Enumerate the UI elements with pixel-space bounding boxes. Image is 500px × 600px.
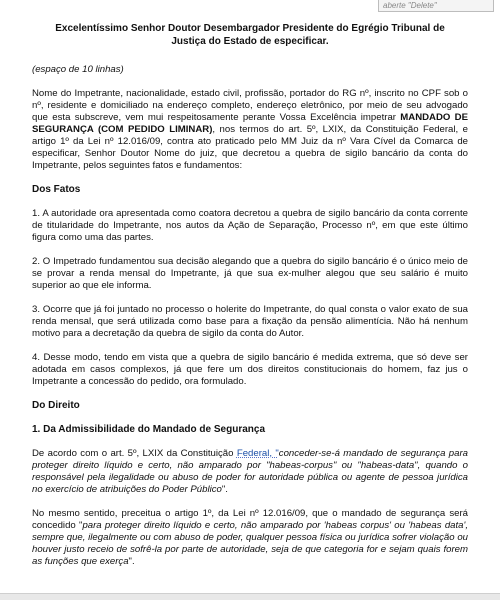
fatos-heading: Dos Fatos [32,184,81,195]
delete-hint-text: aberte "Delete" [383,1,437,10]
fatos-paragraph-4: 4. Desse modo, tendo em vista que a quebra de sigilo bancário é medida extrema, que só deve ser adotada em casos complexos, já que fere um dos direitos constitucionais do homem, faz jus o Impetrante a concessão do pedido, ora formulado. [32,352,468,387]
direito-p2-start: No mesmo sentido, preceitua o artigo 1º, da Lei nº 12.016/09, que o mandado de segurança será concedido " [32,508,468,531]
direito-paragraph-1 [32,448,468,496]
intro-text-1: Nome do Impetrante, nacionalidade, estado civil, profissão, portador do RG nº, inscrito no CPF sob o nº, residente e domiciliado na endereço completo, endereço eletrônico, por meio de seu advogado que esta subscreve, vem mui respeitosamente perante Vossa Excelência impetrar [32,88,468,123]
direito-p2-end: ". [128,556,135,567]
document-title: Excelentíssimo Senhor Doutor Desembargador Presidente do Egrégio Tribunal de Justiça do Estado de especificar. [55,23,445,47]
intro-paragraph [32,88,468,172]
intro-bold-text: MANDADO DE SEGURANÇA (COM PEDIDO LIMINAR) [32,112,469,135]
direito-subheading: 1. Da Admissibilidade do Mandado de Segurança [32,424,266,435]
intro-text-2: , nos termos do art. 5º, LXIX, da Constituição Federal, e artigo 1º da Lei nº 12.016/09, contra ato praticado pelo MM Juiz da nº Vara Cível da Comarca de especificar, Senhor Doutor Nome do juiz, que decretou a quebra de sigilo bancário da conta do Impetrante, pelos seguintes fatos e fundamentos: [32,124,468,171]
document-body [32,22,468,580]
fatos-paragraph-1: 1. A autoridade ora apresentada como coatora decretou a quebra de sigilo bancário da conta corrente de titularidade do Impetrante, nos autos da Ação de Separação, Processo nº, em que este último figura como uma das partes. [32,208,468,243]
delete-hint-box [378,0,494,12]
fatos-paragraph-3: 3. Ocorre que já foi juntado no processo o holerite do Impetrante, do qual consta o valor exato de sua renda mensal, que será utilizada como base para a fixação da pensão alimentícia. Não há nenhum motivo para a decretação da quebra de sigilo da conta do Autor. [32,304,468,339]
direito-paragraph-2 [32,508,468,568]
space-note: (espaço de 10 linhas) [32,64,124,75]
direito-p1-quote: conceder-se-á mandado de segurança para proteger direito líquido e certo, não amparado por "habeas-corpus" ou "habeas-data", quando o responsável pela ilegalidade ou abuso de poder for autoridade pública ou agente de pessoa jurídica no exercício de atribuições do Poder Público [32,448,469,495]
fatos-paragraph-2: 2. O Impetrado fundamentou sua decisão alegando que a quebra do sigilo bancário é o único meio de se provar a renda mensal do Impetrante, já que sua ex-mulher alegou que seu salário é muito superior ao que ele informa. [32,256,468,291]
direito-p2-quote: para proteger direito líquido e certo, não amparado por 'habeas corpus' ou 'habeas data', sempre que, ilegalmente ou com abuso de poder, qualquer pessoa física ou jurídica sofrer violação ou houver justo receio de sofrê-la por parte de autoridade, seja de que categoria for e sejam quais forem as funções que exerça [32,520,469,567]
direito-p1-start: De acordo com o art. 5º, LXIX da Constituição [32,448,237,459]
direito-heading: Do Direito [32,400,80,411]
bottom-scrollbar[interactable] [0,593,500,600]
federal-link[interactable]: Federal, " [236,448,279,459]
direito-p1-end: ". [221,484,228,495]
